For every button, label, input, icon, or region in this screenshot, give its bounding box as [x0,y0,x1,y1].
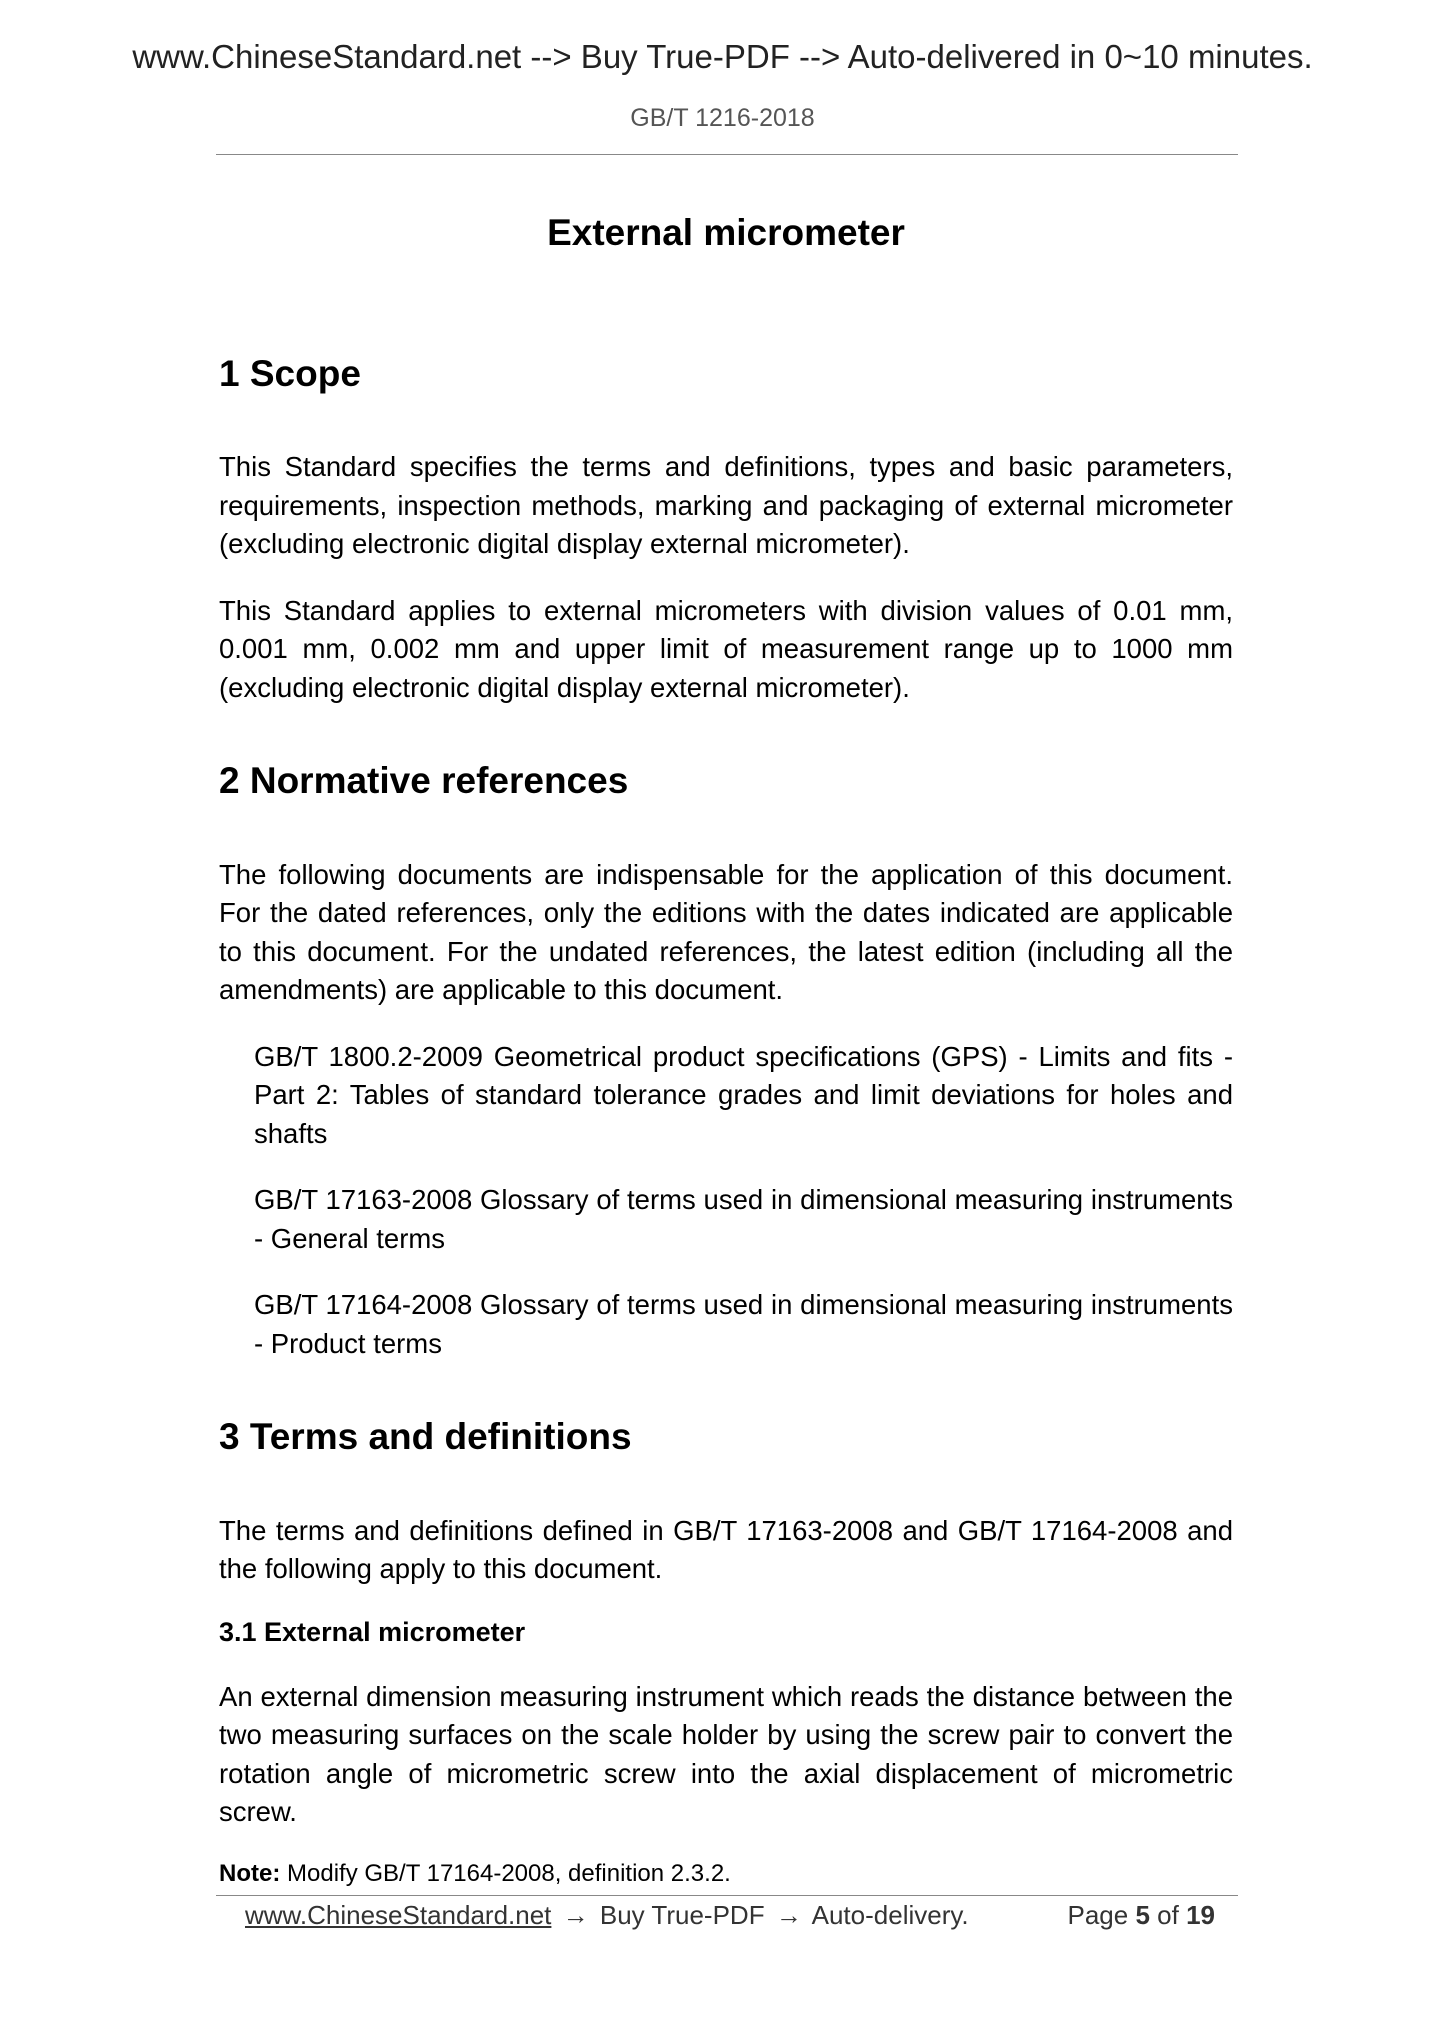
header-divider [216,154,1238,155]
document-title: External micrometer [547,212,905,253]
footer-buy-text: Buy True-PDF [599,1900,765,1930]
standard-code: GB/T 1216-2018 [630,104,815,132]
footer [245,1900,1215,1931]
page-label: Page [1067,1900,1129,1930]
terms-intro-paragraph: The terms and definitions defined in GB/T 17163-2008 and GB/T 17164-2008 and the following apply to this document. [219,1514,1233,1585]
page-total: 19 [1186,1900,1215,1930]
subsection-heading: 3.1 External micrometer [219,1616,526,1647]
header-banner: www.ChineseStandard.net --> Buy True-PDF --> Auto-delivered in 0~10 minutes. [132,38,1313,75]
footer-divider [216,1895,1238,1896]
page-of: of [1157,1900,1179,1930]
reference-item: GB/T 17163-2008 Glossary of terms used in dimensional measuring instruments - General terms [254,1184,1233,1254]
note [219,1860,1233,1888]
section-heading-scope: 1 Scope [219,353,361,394]
scope-paragraph: This Standard specifies the terms and definitions, types and basic parameters, requirements, inspection methods, marking and packaging of external micrometer (excluding electronic digital display external micrometer). [219,451,1233,560]
note-label: Note: [219,1859,281,1887]
reference-item: GB/T 17164-2008 Glossary of terms used in dimensional measuring instruments - Product terms [254,1289,1233,1359]
normative-intro-paragraph: The following documents are indispensable for the application of this document. For the dated references, only the editions with the dates indicated are applicable to this document. For the undated references, the latest edition (including all the amendments) are applicable to this document. [219,858,1233,1006]
scope-paragraph: This Standard applies to external micrometers with division values of 0.01 mm, 0.001 mm, 0.002 mm and upper limit of measurement range up to 1000 mm (excluding electronic digital display external micrometer). [219,594,1233,703]
page-current: 5 [1135,1900,1150,1930]
arrow-right-icon: → [562,1900,589,1930]
definition-paragraph: An external dimension measuring instrument which reads the distance between the two measuring surfaces on the scale holder by using the screw pair to convert the rotation angle of micrometric screw into the axial displacement of micrometric screw. [219,1680,1233,1828]
section-heading-normative-references: 2 Normative references [219,760,629,802]
footer-site-link[interactable]: www.ChineseStandard.net [245,1900,552,1930]
footer-delivery-text: Auto-delivery. [811,1900,969,1930]
page-indicator [1067,1900,1215,1931]
section-heading-terms: 3 Terms and definitions [219,1416,632,1458]
arrow-right-icon: → [775,1900,802,1930]
reference-item: GB/T 1800.2-2009 Geometrical product specifications (GPS) - Limits and fits - Part 2: Tables of standard tolerance grades and limit deviations for holes and shafts [254,1040,1233,1149]
document-body [219,212,1233,1888]
note-text: Modify GB/T 17164-2008, definition 2.3.2. [287,1859,731,1887]
